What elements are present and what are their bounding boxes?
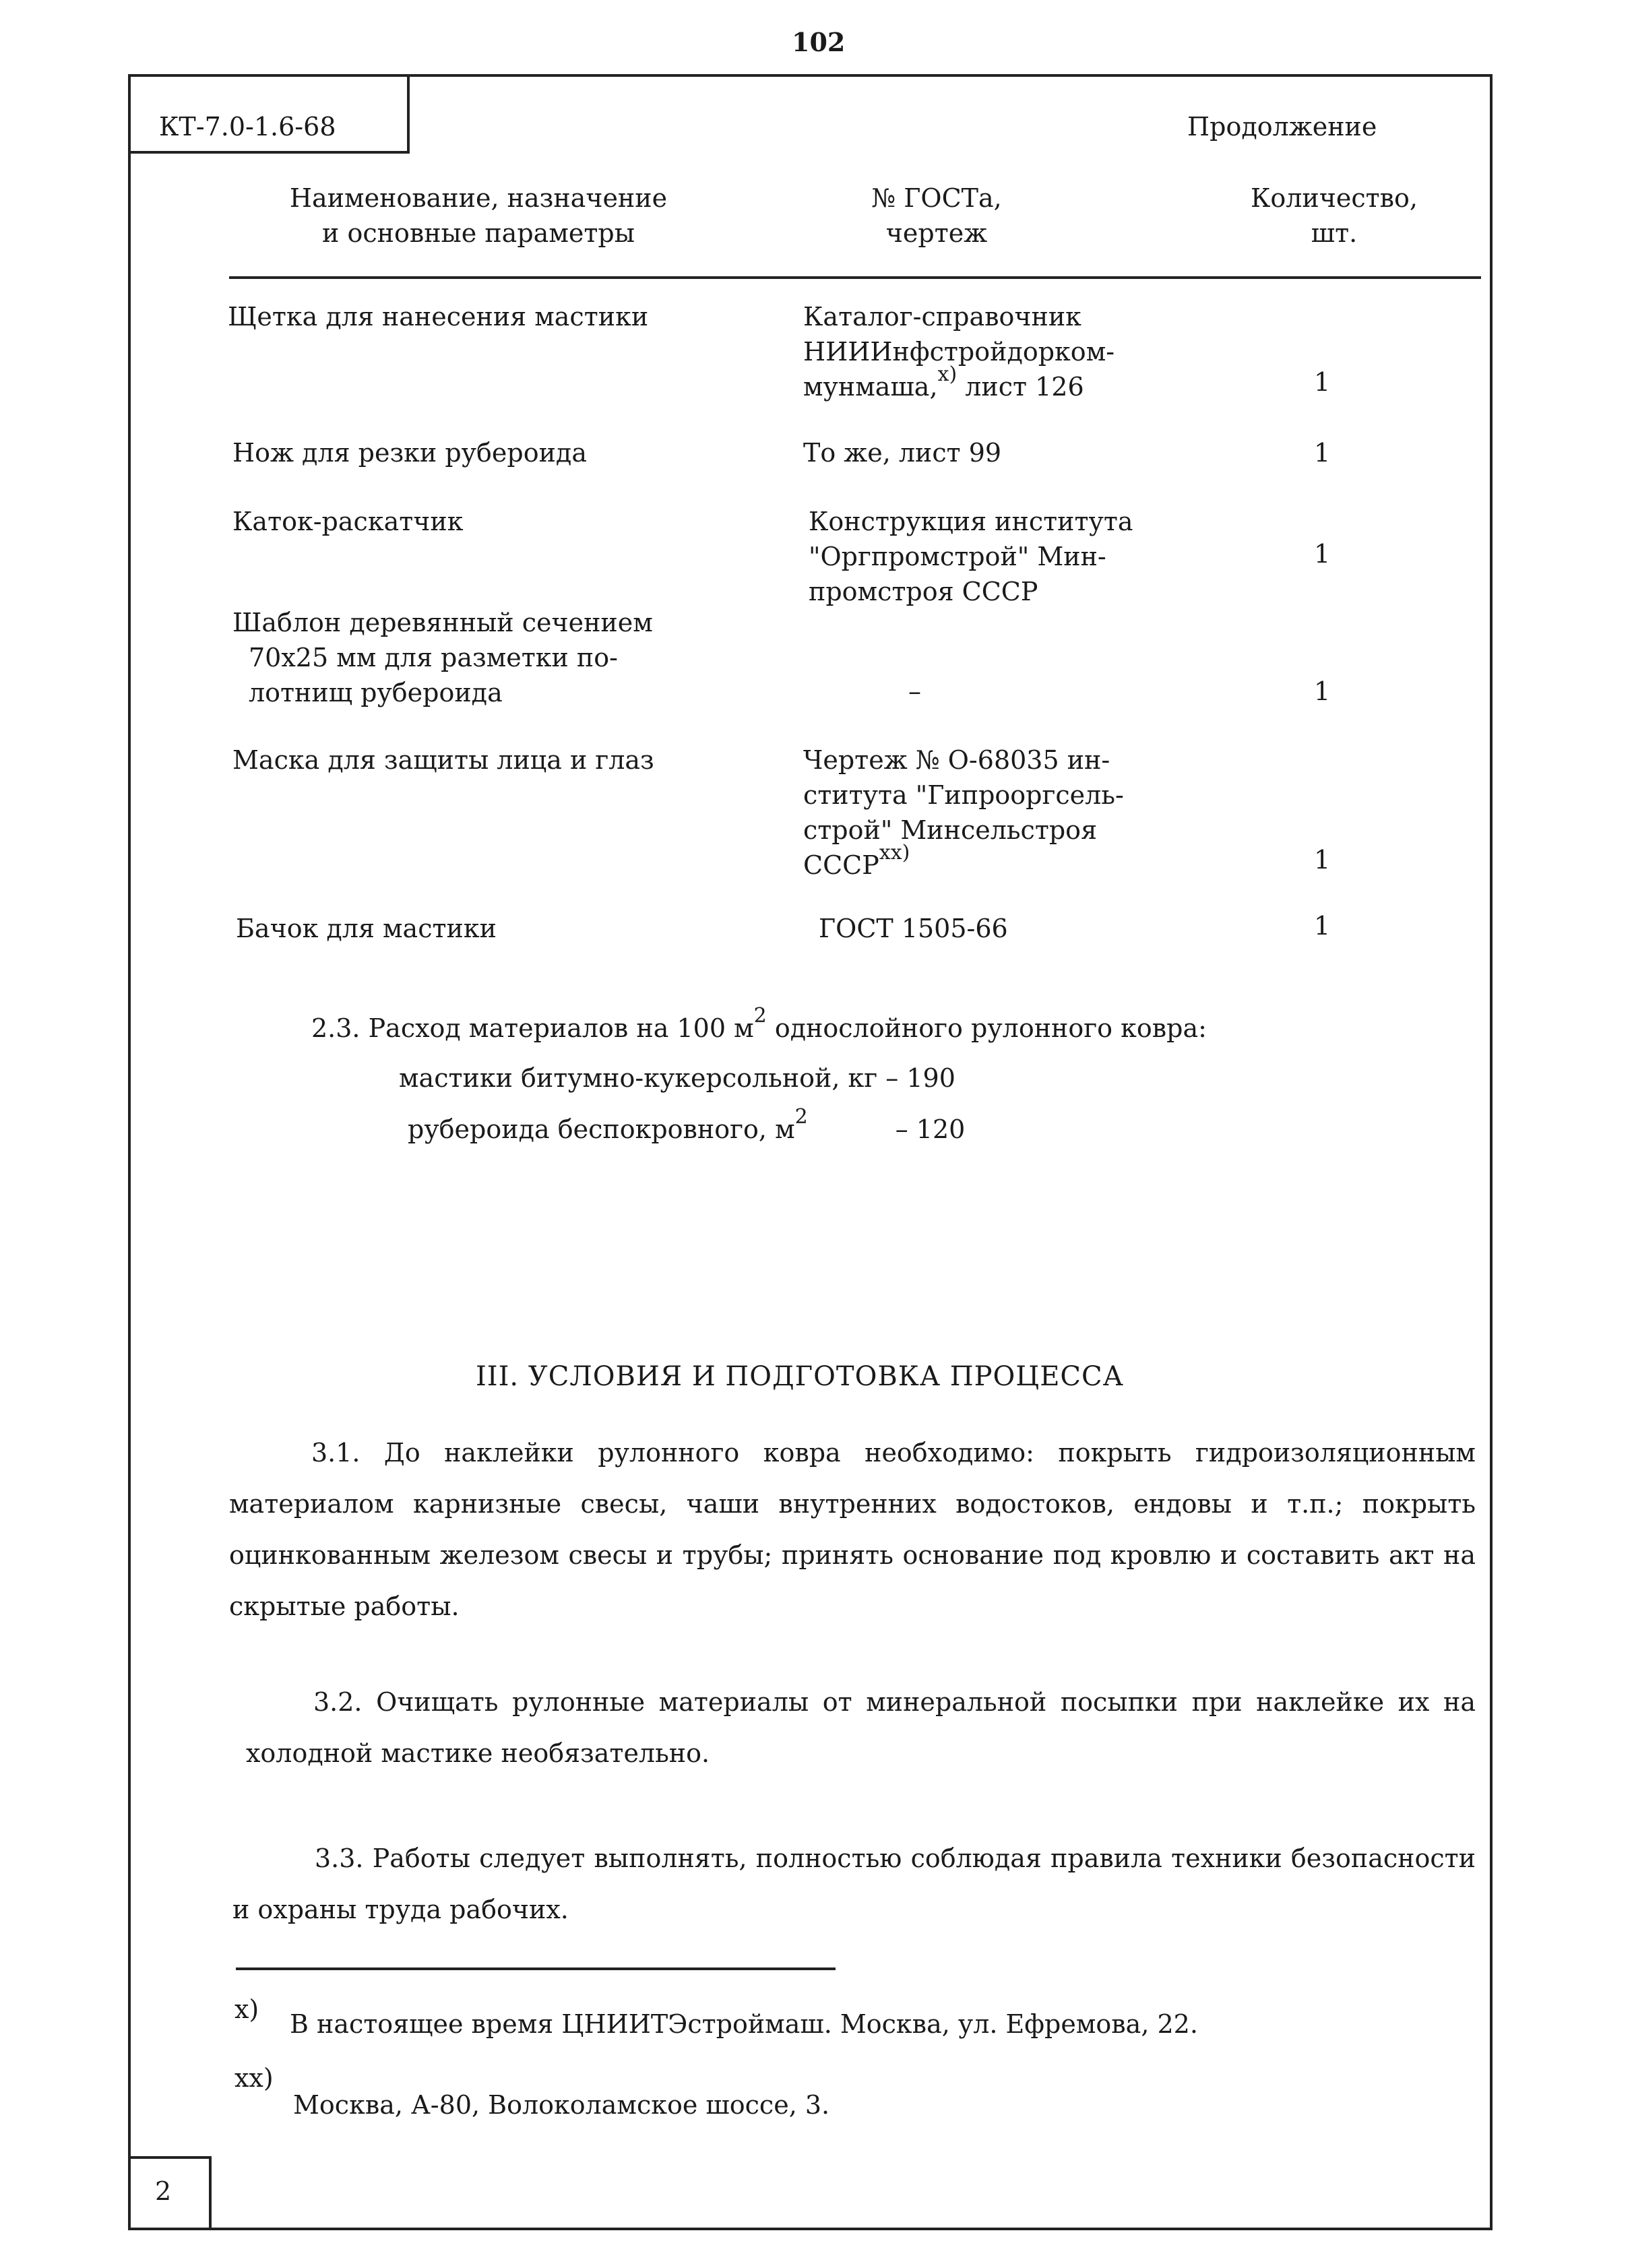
table-row-qty: 1 (1314, 539, 1331, 569)
paragraph-3-1: 3.1. До наклейки рулонного ковра необходимо: покрыть гидроизоляционным материалом карнизные свесы, чаши внутренних водостоков, ендовы и т.п.; покрыть оцинкованным железом свесы и трубы; принять основание под кровлю и составить акт на скрытые работы. (229, 1438, 1476, 1621)
table-row-qty: 1 (1314, 845, 1331, 875)
column-header-gost-line2: чертеж (885, 218, 988, 248)
table-row-name: Бачок для мастики (236, 914, 497, 943)
superscript: 2 (794, 1105, 808, 1129)
superscript: 2 (753, 1004, 767, 1028)
footnote-ref: xx) (879, 841, 910, 864)
gost-line: Каталог-справочник (803, 302, 1081, 332)
column-header-gost (795, 181, 1078, 251)
gost-line: "Оргпромстрой" Мин- (809, 542, 1106, 571)
table-row-name (232, 605, 653, 710)
gost-line: промстроя СССР (809, 577, 1038, 606)
table-row-gost: – (908, 676, 921, 706)
gost-line: Чертеж № О-68035 ин- (803, 745, 1110, 775)
gost-line: ститута "Гипрооргсель- (803, 780, 1124, 810)
gost-line: строй" Минсельстроя (803, 815, 1098, 845)
consumption-ruberoid (408, 1105, 966, 1149)
footnote-2-mark: xx) (234, 2063, 274, 2093)
footnote-rule (236, 1967, 836, 1970)
column-header-qty-line2: шт. (1311, 218, 1358, 248)
consumption-intro (311, 1004, 1207, 1048)
name-line: Шаблон деревянный сечением (232, 608, 653, 637)
consumption-mastic: мастики битумно-кукерсольной, кг – 190 (399, 1063, 955, 1093)
table-row-qty: 1 (1314, 676, 1331, 706)
section-title: III. УСЛОВИЯ И ПОДГОТОВКА ПРОЦЕССА (476, 1361, 1124, 1392)
page-number: 102 (792, 27, 846, 57)
paragraph-3-2: 3.2. Очищать рулонные материалы от минеральной посыпки при наклейке их на холодной мастике необязательно. (246, 1687, 1476, 1768)
continuation-label: Продолжение (1187, 112, 1377, 141)
footnote-1-mark: x) (234, 1994, 259, 2024)
document-code: КТ-7.0-1.6-68 (159, 112, 336, 141)
consumption-value: – 120 (895, 1114, 966, 1144)
corner-number: 2 (155, 2176, 172, 2206)
gost-line: Конструкция института (809, 507, 1133, 536)
column-header-name-line2: и основные параметры (322, 218, 635, 248)
column-header-gost-line1: № ГОСТа, (871, 183, 1002, 213)
table-row-name: Нож для резки рубероида (232, 438, 587, 468)
gost-line (803, 363, 1115, 407)
table-header-rule (229, 276, 1481, 279)
table-row-qty: 1 (1314, 911, 1331, 941)
table-row-name: Щетка для нанесения мастики (228, 302, 649, 332)
table-row-name: Маска для защиты лица и глаз (232, 745, 654, 775)
footnote-1-text: В настоящее время ЦНИИТЭстроймаш. Москва, ул. Ефремова, 22. (290, 2009, 1198, 2039)
column-header-name-line1: Наименование, назначение (289, 183, 668, 213)
table-row-gost (803, 743, 1124, 885)
table-row-name: Каток-раскатчик (232, 507, 464, 536)
footnote-2-text: Москва, А-80, Волоколамское шоссе, 3. (293, 2090, 830, 2120)
table-row-gost (809, 504, 1133, 609)
gost-text: лист 126 (965, 372, 1084, 402)
gost-line (803, 841, 1124, 885)
consumption-text: рубероида беспокровного, м (408, 1114, 795, 1144)
table-row-gost: ГОСТ 1505-66 (819, 914, 1008, 943)
table-row-gost: То же, лист 99 (803, 438, 1002, 468)
name-line: лотнищ рубероида (249, 678, 503, 707)
consumption-text: 2.3. Расход материалов на 100 м (311, 1013, 754, 1043)
table-row-gost (803, 299, 1115, 407)
column-header-qty (1226, 181, 1442, 251)
gost-line: НИИИнфстройдорком- (803, 337, 1115, 367)
name-line: 70x25 мм для разметки по- (249, 643, 618, 672)
gost-text: СССР (803, 850, 879, 880)
table-row-qty: 1 (1314, 367, 1331, 397)
footnote-ref: x) (937, 363, 958, 386)
column-header-qty-line1: Количество, (1250, 183, 1418, 213)
table-row-qty: 1 (1314, 438, 1331, 468)
consumption-text: однослойного рулонного ковра: (766, 1013, 1207, 1043)
column-header-name (249, 181, 708, 251)
paragraph-3-3: 3.3. Работы следует выполнять, полностью соблюдая правила техники безопасности и охраны труда рабочих. (232, 1844, 1476, 1924)
gost-text: мунмаша, (803, 372, 938, 402)
